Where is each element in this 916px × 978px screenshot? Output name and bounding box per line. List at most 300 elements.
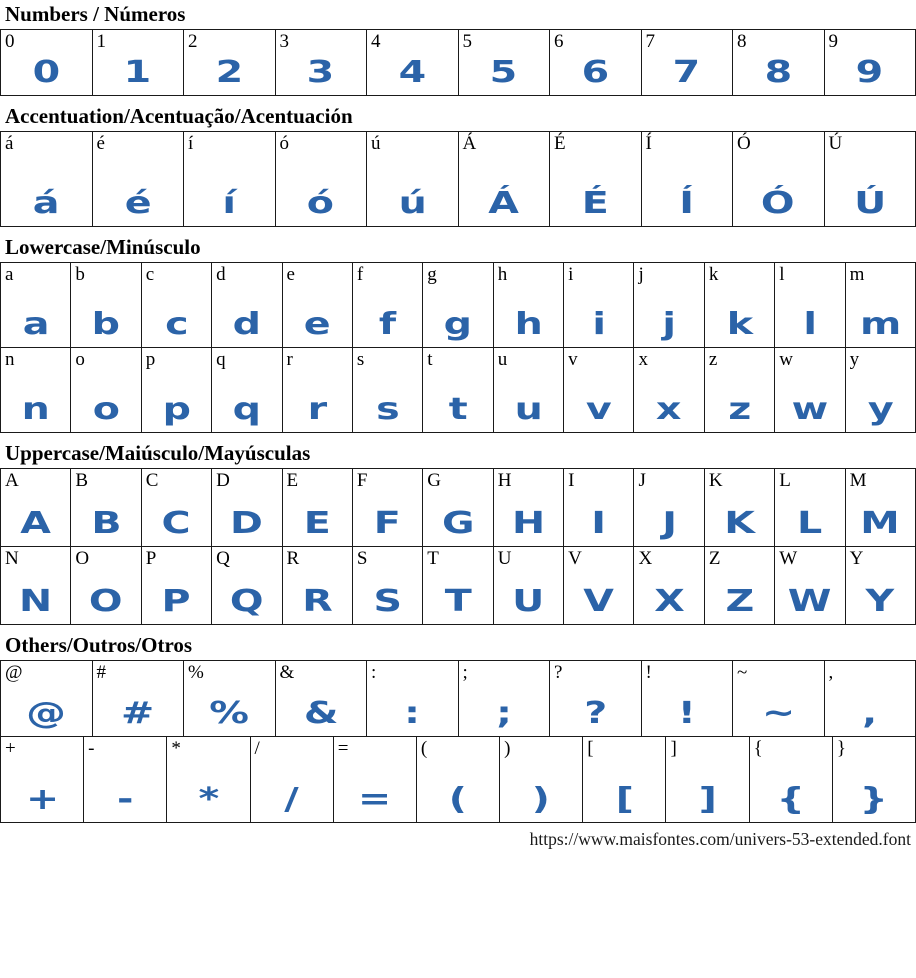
glyph-label: j (638, 264, 644, 286)
glyph-preview-wrap (353, 286, 422, 347)
glyph-preview-wrap (353, 570, 422, 624)
glyph-cell (282, 263, 352, 347)
glyph-preview: W (788, 584, 832, 620)
glyph-label: h (497, 264, 508, 286)
glyph-cell (0, 737, 83, 822)
glyph-cell (183, 30, 275, 95)
glyph-preview: X (653, 584, 685, 620)
glyph-cell (282, 469, 352, 546)
glyph-label: M (849, 470, 867, 492)
glyph-cell (275, 661, 367, 736)
glyph-preview-wrap (1, 492, 70, 546)
glyph-label: , (828, 662, 834, 684)
glyph-cell (824, 661, 916, 736)
accentuation-table (0, 131, 916, 227)
glyph-preview: / (284, 782, 299, 818)
glyph-preview-wrap (71, 371, 140, 432)
glyph-preview-wrap (733, 53, 824, 95)
glyph-preview-wrap (634, 371, 703, 432)
glyph-preview-wrap (459, 155, 550, 226)
glyph-cell (549, 30, 641, 95)
glyph-cell (92, 132, 184, 226)
glyph-preview-wrap (353, 492, 422, 546)
glyph-label: v (568, 349, 578, 371)
glyph-preview: R (301, 584, 333, 620)
glyph-label: @ (5, 662, 23, 684)
glyph-cell (211, 348, 281, 432)
glyph-preview: Á (488, 186, 520, 222)
glyph-preview: f (378, 307, 397, 343)
glyph-preview: @ (26, 696, 67, 732)
glyph-preview: F (374, 506, 402, 542)
glyph-cell (70, 263, 140, 347)
glyph-preview: ! (677, 696, 696, 732)
glyph-cell (352, 263, 422, 347)
glyph-label: ú (371, 133, 381, 155)
glyph-label: U (497, 548, 512, 570)
glyph-label: á (5, 133, 14, 155)
glyph-cell (774, 263, 844, 347)
glyph-preview-wrap (500, 760, 582, 822)
glyph-preview: + (25, 782, 59, 818)
glyph-preview: 4 (398, 55, 427, 91)
glyph-preview: u (514, 392, 543, 428)
glyph-preview: [ (615, 782, 634, 818)
glyph-preview-wrap (276, 53, 367, 95)
glyph-preview: ( (448, 782, 468, 818)
glyph-preview: V (583, 584, 615, 620)
glyph-preview-wrap (564, 286, 633, 347)
glyph-cell (582, 737, 665, 822)
glyph-preview-wrap (494, 286, 563, 347)
section-title-numbers: Numbers / Números (5, 2, 186, 26)
glyph-preview: Y (865, 584, 895, 620)
glyph-preview-wrap (423, 492, 492, 546)
glyph-label: X (638, 548, 653, 570)
glyph-preview: 3 (306, 55, 335, 91)
section-title-uppercase: Uppercase/Maiúsculo/Mayúsculas (5, 441, 311, 466)
glyph-preview-wrap (705, 371, 774, 432)
glyph-label: C (145, 470, 159, 492)
glyph-row (0, 29, 916, 95)
glyph-preview-wrap (634, 570, 703, 624)
glyph-preview-wrap (825, 155, 916, 226)
glyph-cell (493, 547, 563, 624)
glyph-preview-wrap (283, 371, 352, 432)
glyph-cell (0, 348, 70, 432)
glyph-preview: g (443, 307, 473, 343)
glyph-cell (845, 469, 915, 546)
glyph-cell (665, 737, 748, 822)
glyph-preview: y (867, 392, 894, 428)
glyph-preview-wrap (142, 371, 211, 432)
source-url: https://www.maisfontes.com/univers-53-extended.font (529, 829, 911, 850)
glyph-label: s (356, 349, 365, 371)
glyph-preview: i (591, 307, 606, 343)
glyph-preview: ] (698, 782, 717, 818)
glyph-preview: Z (725, 584, 754, 620)
glyph-label: L (779, 470, 791, 492)
glyph-preview: C (161, 506, 191, 542)
glyph-row (0, 131, 916, 226)
glyph-label: H (497, 470, 512, 492)
glyph-preview-wrap (1, 155, 92, 226)
glyph-preview-wrap (666, 760, 748, 822)
glyph-preview-wrap (212, 371, 281, 432)
glyph-preview: ; (495, 696, 512, 732)
glyph-preview: G (441, 506, 475, 542)
glyph-preview-wrap (705, 286, 774, 347)
glyph-cell (458, 661, 550, 736)
glyph-preview: j (662, 307, 676, 343)
glyph-preview: c (164, 307, 189, 343)
glyph-preview: D (230, 506, 264, 542)
glyph-cell (563, 547, 633, 624)
glyph-preview: } (859, 782, 888, 818)
glyph-label: 1 (96, 31, 106, 53)
glyph-preview-wrap (423, 570, 492, 624)
glyph-label: w (779, 349, 793, 371)
glyph-preview-wrap (1, 286, 70, 347)
glyph-cell (83, 737, 166, 822)
glyph-preview-wrap (417, 760, 499, 822)
glyph-preview: , (862, 696, 878, 732)
glyph-preview: 0 (32, 55, 61, 91)
glyph-cell (563, 469, 633, 546)
glyph-preview: = (358, 782, 392, 818)
glyph-label: ó (279, 133, 289, 155)
glyph-preview-wrap (93, 684, 184, 736)
glyph-cell (211, 547, 281, 624)
glyph-cell (275, 132, 367, 226)
glyph-cell (352, 348, 422, 432)
glyph-preview-wrap (142, 570, 211, 624)
glyph-preview-wrap (283, 570, 352, 624)
glyph-preview: w (791, 392, 829, 428)
glyph-preview-wrap (84, 760, 166, 822)
glyph-label: T (427, 548, 439, 570)
glyph-label: o (75, 349, 85, 371)
glyph-preview: k (726, 307, 753, 343)
glyph-label: ~ (737, 662, 748, 684)
glyph-preview: ó (307, 186, 335, 222)
glyph-preview-wrap (705, 492, 774, 546)
glyph-preview: U (512, 584, 545, 620)
glyph-cell (70, 469, 140, 546)
section-uppercase (0, 442, 916, 625)
glyph-label: g (427, 264, 437, 286)
glyph-preview-wrap (93, 53, 184, 95)
glyph-preview: É (581, 186, 609, 222)
glyph-preview-wrap (367, 155, 458, 226)
glyph-preview-wrap (846, 570, 915, 624)
glyph-preview-wrap (1, 760, 83, 822)
glyph-preview: # (121, 696, 155, 732)
glyph-preview: b (91, 307, 121, 343)
glyph-label: E (286, 470, 299, 492)
glyph-label: Ú (828, 133, 843, 155)
glyph-preview-wrap (733, 155, 824, 226)
glyph-preview: é (124, 186, 152, 222)
glyph-cell (422, 348, 492, 432)
section-title-others: Others/Outros/Otros (5, 633, 193, 658)
glyph-cell (282, 348, 352, 432)
glyph-preview: x (656, 392, 682, 428)
glyph-preview-wrap (142, 492, 211, 546)
glyph-preview-wrap (775, 371, 844, 432)
glyph-cell (493, 469, 563, 546)
glyph-preview-wrap (825, 53, 916, 95)
glyph-cell (166, 737, 249, 822)
glyph-cell (633, 547, 703, 624)
glyph-label: Q (216, 548, 230, 570)
glyph-preview: N (19, 584, 53, 620)
glyph-cell (333, 737, 416, 822)
glyph-preview-wrap (459, 684, 550, 736)
glyph-label: n (5, 349, 15, 371)
glyph-preview-wrap (367, 53, 458, 95)
glyph-preview: t (448, 392, 468, 428)
glyph-cell (0, 469, 70, 546)
glyph-label: y (849, 349, 860, 371)
glyph-preview: B (90, 506, 122, 542)
glyph-label: Í (645, 133, 652, 155)
glyph-cell (641, 661, 733, 736)
glyph-cell (732, 661, 824, 736)
glyph-cell (704, 263, 774, 347)
glyph-label: N (5, 548, 19, 570)
glyph-label: ! (645, 662, 652, 684)
glyph-label: / (254, 738, 260, 760)
glyph-preview-wrap (334, 760, 416, 822)
glyph-cell (774, 547, 844, 624)
glyph-preview-wrap (846, 371, 915, 432)
glyph-cell (211, 469, 281, 546)
section-others (0, 634, 916, 823)
glyph-preview: 1 (123, 55, 152, 91)
glyph-preview-wrap (212, 492, 281, 546)
glyph-preview-wrap (494, 371, 563, 432)
glyph-preview: p (162, 392, 191, 428)
glyph-preview: 8 (764, 55, 793, 91)
glyph-label: V (568, 548, 582, 570)
glyph-preview-wrap (142, 286, 211, 347)
glyph-preview: Q (229, 584, 264, 620)
glyph-preview: e (303, 307, 331, 343)
glyph-preview-wrap (283, 286, 352, 347)
glyph-preview-wrap (212, 286, 281, 347)
glyph-cell (824, 30, 916, 95)
glyph-label: S (356, 548, 368, 570)
glyph-preview-wrap (564, 570, 633, 624)
glyph-cell (141, 263, 211, 347)
glyph-preview-wrap (1, 53, 92, 95)
font-specimen-page (0, 3, 916, 850)
glyph-preview-wrap (564, 492, 633, 546)
glyph-cell (641, 132, 733, 226)
glyph-label: A (5, 470, 19, 492)
glyph-label: m (849, 264, 865, 286)
glyph-label: q (216, 349, 226, 371)
glyph-label: Y (849, 548, 864, 570)
glyph-label: W (779, 548, 798, 570)
glyph-preview-wrap (93, 155, 184, 226)
glyph-row (0, 546, 916, 624)
glyph-preview-wrap (634, 286, 703, 347)
glyph-label: 8 (737, 31, 747, 53)
glyph-label: B (75, 470, 89, 492)
glyph-preview-wrap (642, 684, 733, 736)
glyph-cell (499, 737, 582, 822)
glyph-cell (422, 547, 492, 624)
glyph-label: 3 (279, 31, 289, 53)
glyph-preview-wrap (634, 492, 703, 546)
glyph-label: 2 (188, 31, 198, 53)
glyph-preview-wrap (494, 492, 563, 546)
glyph-label: p (145, 349, 156, 371)
glyph-label: 5 (462, 31, 472, 53)
lowercase-table (0, 262, 916, 433)
glyph-label: : (371, 662, 377, 684)
glyph-cell (845, 348, 915, 432)
glyph-label: b (75, 264, 85, 286)
glyph-preview: I (591, 506, 607, 542)
glyph-preview-wrap (423, 371, 492, 432)
glyph-label: 9 (828, 31, 838, 53)
glyph-preview: { (776, 782, 805, 818)
glyph-cell (422, 469, 492, 546)
glyph-preview-wrap (353, 371, 422, 432)
glyph-preview-wrap (71, 570, 140, 624)
glyph-label: D (216, 470, 230, 492)
glyph-label: Z (708, 548, 721, 570)
glyph-preview-wrap (1, 570, 70, 624)
glyph-preview: Í (679, 186, 695, 222)
glyph-preview-wrap (184, 684, 275, 736)
glyph-cell (366, 661, 458, 736)
glyph-label: P (145, 548, 157, 570)
glyph-preview-wrap (71, 492, 140, 546)
glyph-label: 4 (371, 31, 381, 53)
glyph-cell (458, 132, 550, 226)
glyph-preview-wrap (583, 760, 665, 822)
glyph-cell (70, 547, 140, 624)
glyph-label: O (75, 548, 90, 570)
glyph-cell (749, 737, 832, 822)
glyph-label: } (836, 738, 846, 760)
glyph-cell (0, 547, 70, 624)
glyph-cell (824, 132, 916, 226)
glyph-cell (352, 547, 422, 624)
glyph-label: Á (462, 133, 477, 155)
glyph-cell (458, 30, 550, 95)
glyph-label: i (568, 264, 574, 286)
glyph-cell (183, 661, 275, 736)
glyph-preview: v (585, 392, 612, 428)
section-lowercase (0, 236, 916, 433)
glyph-cell (141, 348, 211, 432)
glyph-preview-wrap (367, 684, 458, 736)
glyph-cell (183, 132, 275, 226)
section-accentuation (0, 105, 916, 227)
glyph-preview-wrap (212, 570, 281, 624)
glyph-preview-wrap (494, 570, 563, 624)
glyph-preview: a (22, 307, 50, 343)
glyph-preview: J (661, 506, 677, 542)
glyph-cell (774, 348, 844, 432)
glyph-cell (845, 547, 915, 624)
glyph-cell (92, 30, 184, 95)
glyph-label: r (286, 349, 293, 371)
glyph-preview-wrap (276, 684, 367, 736)
glyph-label: f (356, 264, 364, 286)
glyph-preview: & (303, 696, 339, 732)
glyph-label: 0 (5, 31, 15, 53)
uppercase-table (0, 468, 916, 625)
glyph-label: x (638, 349, 648, 371)
glyph-preview: 2 (215, 55, 244, 91)
glyph-cell (774, 469, 844, 546)
glyph-preview-wrap (423, 286, 492, 347)
section-numbers (0, 3, 916, 96)
glyph-label: * (171, 738, 181, 760)
glyph-label: ( (420, 738, 428, 760)
glyph-label: 7 (645, 31, 655, 53)
glyph-label: é (96, 133, 105, 155)
glyph-label: + (5, 738, 16, 760)
glyph-cell (275, 30, 367, 95)
glyph-label: t (427, 349, 433, 371)
glyph-cell (0, 30, 92, 95)
glyph-label: # (96, 662, 106, 684)
glyph-cell (493, 348, 563, 432)
glyph-cell (633, 348, 703, 432)
glyph-preview: o (92, 392, 120, 428)
glyph-preview: S (373, 584, 402, 620)
glyph-preview: h (514, 307, 543, 343)
glyph-preview-wrap (705, 570, 774, 624)
glyph-label: [ (587, 738, 594, 760)
glyph-label: ? (554, 662, 563, 684)
glyph-row (0, 660, 916, 736)
glyph-label: = (337, 738, 349, 760)
glyph-label: ) (504, 738, 511, 760)
glyph-preview: K (724, 506, 755, 542)
glyph-label: J (638, 470, 646, 492)
glyph-label: c (145, 264, 155, 286)
glyph-cell (845, 263, 915, 347)
glyph-preview: : (404, 696, 421, 732)
glyph-cell (422, 263, 492, 347)
glyph-row (0, 468, 916, 546)
glyph-preview: m (859, 307, 901, 343)
glyph-label: a (5, 264, 14, 286)
glyph-preview: 7 (672, 55, 701, 91)
glyph-preview: n (21, 392, 50, 428)
glyph-preview: Ú (853, 186, 886, 222)
glyph-preview: H (511, 506, 545, 542)
glyph-preview: r (307, 392, 327, 428)
glyph-label: % (188, 662, 204, 684)
glyph-cell (704, 469, 774, 546)
glyph-label: u (497, 349, 508, 371)
glyph-label: z (708, 349, 718, 371)
glyph-preview: ~ (761, 696, 795, 732)
glyph-preview: O (89, 584, 123, 620)
glyph-cell (832, 737, 915, 822)
glyph-preview-wrap (184, 155, 275, 226)
glyph-cell (211, 263, 281, 347)
